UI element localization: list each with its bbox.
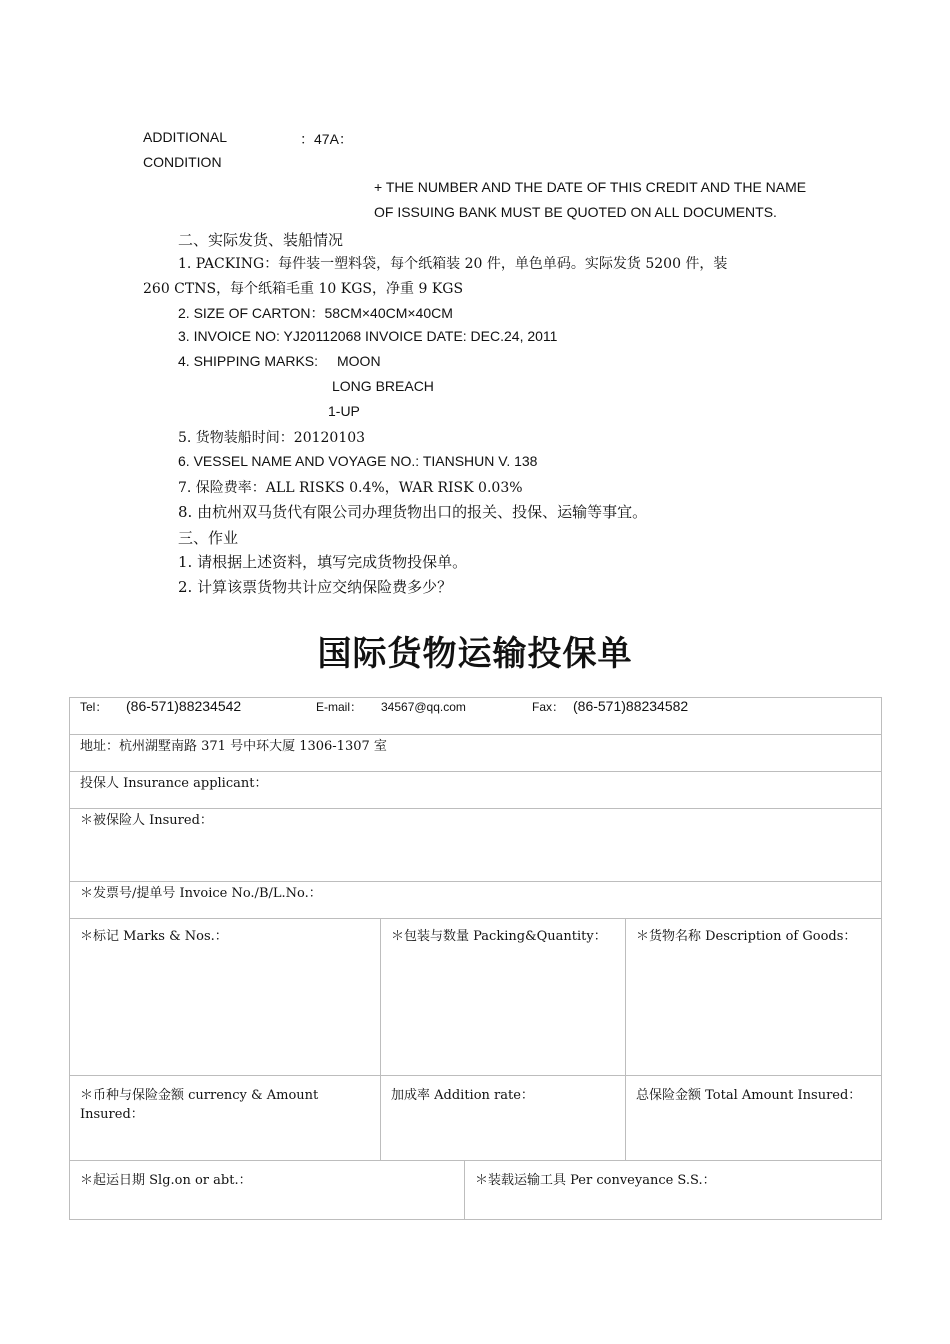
vessel-info: 6. VESSEL NAME AND VOYAGE NO.: TIANSHUN V. 138 <box>178 453 538 469</box>
shipping-mark-3: 1-UP <box>328 403 360 419</box>
marks-field[interactable]: ＊标记 Marks & Nos.： <box>70 919 381 1076</box>
section2-heading: 二、实际发货、装船情况 <box>178 231 344 249</box>
packing-quantity-field[interactable]: ＊包装与数量 Packing&Quantity： <box>381 919 626 1076</box>
clause-text-line1: + THE NUMBER AND THE DATE OF THIS CREDIT AND THE NAME <box>374 179 807 195</box>
task-2: 2. 计算该票货物共计应交纳保险费多少？ <box>178 578 453 596</box>
applicant-field[interactable]: 投保人 Insurance applicant： <box>70 772 882 809</box>
shipping-mark-1: MOON <box>337 353 381 369</box>
insured-field[interactable]: ＊被保险人 Insured： <box>70 809 882 882</box>
email-value: 34567@qq.com <box>381 700 466 714</box>
conveyance-field[interactable]: ＊装载运输工具 Per conveyance S.S.： <box>465 1161 882 1220</box>
insurance-form <box>69 697 882 1220</box>
sailing-date-field[interactable]: ＊起运日期 Slg.on or abt.： <box>70 1161 465 1220</box>
tel-label: Tel： <box>80 700 108 714</box>
currency-amount-field[interactable]: ＊币种与保险金额 currency & Amount Insured： <box>70 1076 381 1161</box>
task-1: 1. 请根据上述资料，填写完成货物投保单。 <box>178 553 468 571</box>
shipping-mark-2: LONG BREACH <box>332 378 434 394</box>
invoice-bl-field[interactable]: ＊发票号/提单号 Invoice No./B/L.No.： <box>70 882 882 919</box>
clause-text-line2: OF ISSUING BANK MUST BE QUOTED ON ALL DOCUMENTS. <box>374 204 777 220</box>
contact-row <box>70 698 882 735</box>
packing-line2: 260 CTNS，每个纸箱毛重 10 KGS，净重 9 KGS <box>143 281 464 297</box>
insurance-rate: 7. 保险费率：ALL RISKS 0.4%，WAR RISK 0.03% <box>178 480 523 496</box>
clause-label-line1: ADDITIONAL <box>143 129 228 145</box>
ship-time: 5. 货物装船时间：20120103 <box>178 430 366 446</box>
fax-label: Fax： <box>532 700 565 714</box>
total-amount-field[interactable]: 总保险金额 Total Amount Insured： <box>626 1076 882 1161</box>
invoice-info: 3. INVOICE NO: YJ20112068 INVOICE DATE: DEC.24, 2011 <box>178 328 558 344</box>
carton-size: 2. SIZE OF CARTON：58CM×40CM×40CM <box>178 305 453 321</box>
description-field[interactable]: ＊货物名称 Description of Goods： <box>626 919 882 1076</box>
address-field: 地址：杭州湖墅南路 371 号中环大厦 1306-1307 室 <box>70 735 882 772</box>
agent-info: 8. 由杭州双马货代有限公司办理货物出口的报关、投保、运输等事宜。 <box>178 503 648 521</box>
packing-line1: 1. PACKING：每件装一塑料袋，每个纸箱装 20 件，单色单码。实际发货 5200 件，装 <box>178 256 728 272</box>
clause-label-line2: CONDITION <box>143 154 222 170</box>
form-title: 国际货物运输投保单 <box>317 634 633 674</box>
section3-heading: 三、作业 <box>178 529 239 547</box>
shipping-marks-label: 4. SHIPPING MARKS: <box>178 353 319 369</box>
fax-value: (86-571)88234582 <box>573 698 689 714</box>
email-label: E-mail： <box>316 700 363 714</box>
tel-value: (86-571)88234542 <box>126 698 242 714</box>
clause-code: ：47A： <box>300 131 353 147</box>
addition-rate-field[interactable]: 加成率 Addition rate： <box>381 1076 626 1161</box>
